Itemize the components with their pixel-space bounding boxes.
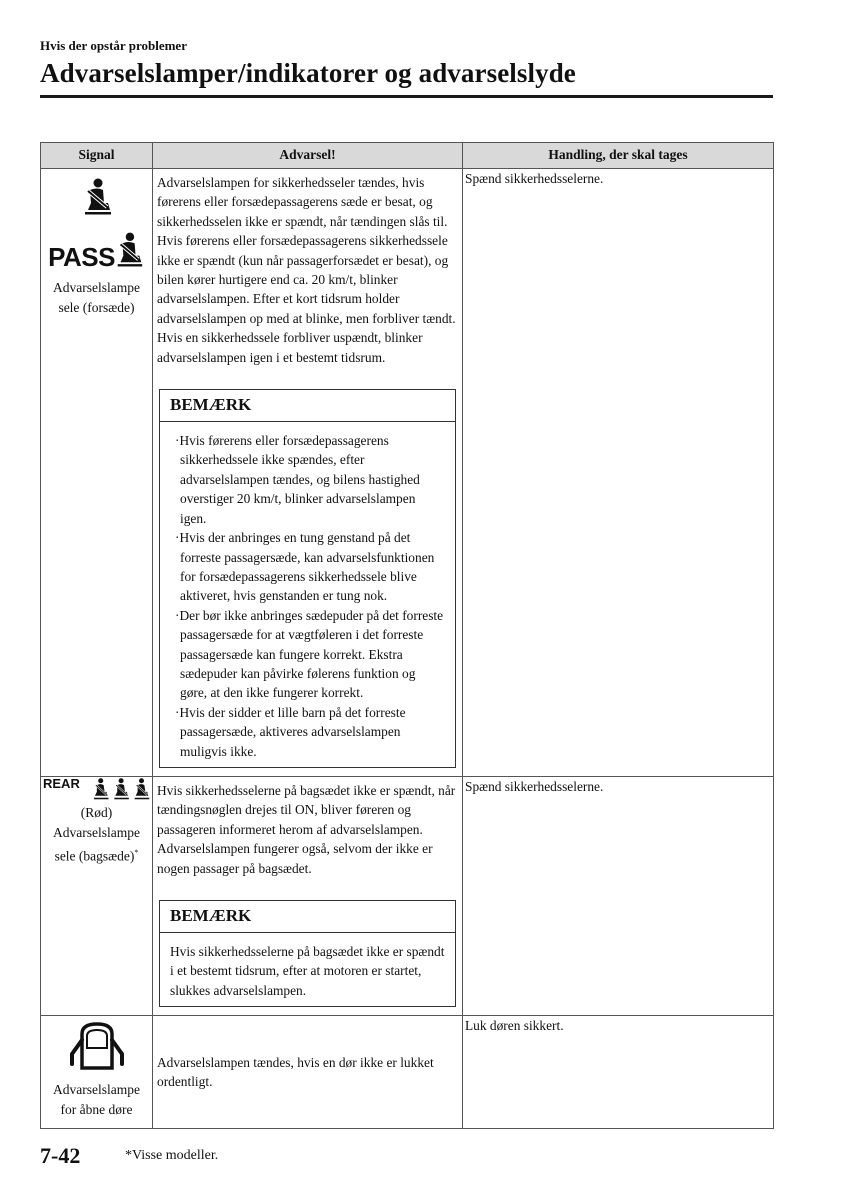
note-item: ·Hvis førerens eller forsædepassagerens sikkerhedssele ikke spændes, efter advarselslampen tændes, og bilens hastighed overstiger 20 km/t, blinker advarselslampen igen. [175, 433, 420, 526]
table-row [41, 1016, 774, 1129]
note-body: Hvis sikkerhedsselerne på bagsædet ikke er spændt i et bestemt tidsrum, efter at motoren er startet, slukkes advarselslampen. [170, 944, 445, 998]
column-header-action: Handling, der skal tages [463, 143, 774, 169]
signal-color: (Rød) [80, 804, 113, 820]
note-box [159, 900, 456, 1007]
footnote: *Visse modeller. [125, 1148, 219, 1163]
warning-cell [153, 776, 463, 1015]
rear-icon-text: REAR [43, 775, 80, 791]
pass-seatbelt-icon [113, 230, 145, 270]
warning-text: Advarselslampen tændes, hvis en dør ikke er lukket ordentligt. [157, 1054, 434, 1090]
signal-label: Advarselslampe sele (bagsæde)* [53, 824, 140, 864]
warning-text: Advarselslampen for sikkerhedsseler tændes, hvis førerens eller forsædepassagerens sæde er besat, og sikkerhedsselen ikke er spændt, når tændingen slås til. Hvis førerens eller forsædepassagerens sikkerhedssele ikke er spændt (kun når passagerforsædet er besat), og bilen kører hurtigere end ca. 20 km/t, blinker advarselslampen. Efter et kort tidsrum holder advarselslampen op med at blinke, men forbliver tændt. Hvis en sikkerhedssele forbliver uspændt, blinker advarselslampen igen i et bestemt tidsrum. [157, 175, 456, 365]
action-text: Luk døren sikkert. [465, 1018, 564, 1034]
action-cell [463, 776, 774, 1015]
column-header-warning: Advarsel! [153, 143, 463, 169]
table-header-row [41, 143, 774, 169]
action-text: Spænd sikkerhedsselerne. [465, 778, 604, 794]
table-row [41, 776, 774, 1015]
action-cell [463, 1016, 774, 1129]
footnote-mark: * [134, 847, 139, 857]
note-title: BEMÆRK [160, 390, 455, 422]
warning-lamp-table [40, 142, 774, 1129]
note-title: BEMÆRK [160, 901, 455, 933]
note-item: ·Hvis der sidder et lille barn på det forreste passagersæde, aktiveres advarselslampen muligvis ikke. [175, 704, 406, 759]
action-text: Spænd sikkerhedsselerne. [465, 171, 604, 186]
signal-label: Advarselslampe for åbne døre [53, 1081, 140, 1117]
signal-cell [41, 1016, 153, 1129]
page-title: Advarselslamper/indikatorer og advarselslyde [40, 58, 576, 88]
warning-cell [153, 1016, 463, 1129]
page-number: 7-42 [40, 1143, 81, 1168]
warning-cell [153, 169, 463, 777]
note-item: ·Hvis der anbringes en tung genstand på det forreste passagersæde, kan advarselsfunktionen for forsædepassagerens sikkerhedssele blive aktiveret, hvis genstanden er tung nok. [175, 530, 435, 604]
signal-label: Advarselslampe sele (forsæde) [53, 280, 140, 316]
action-cell [463, 169, 774, 777]
section-label: Hvis der opstår problemer [40, 38, 187, 53]
table-row [41, 169, 774, 777]
seatbelt-icon [80, 177, 114, 217]
signal-cell [41, 776, 153, 1015]
column-header-signal: Signal [41, 143, 153, 169]
open-door-icon [66, 1020, 128, 1074]
rear-seatbelt-icon [92, 777, 152, 801]
note-item: ·Der bør ikke anbringes sædepuder på det forreste passagersæde for at vægtføleren i det forreste passagersæde kan fungere korrekt. Ekstra sædepuder kan påvirke følerens funktion og gøre, at den ikke fungerer korrekt. [175, 607, 444, 701]
note-box [159, 389, 456, 768]
pass-icon-text: PASS [48, 242, 115, 273]
signal-cell [41, 169, 153, 777]
warning-text: Hvis sikkerhedsselerne på bagsædet ikke er spændt, når tændingsnøglen drejes til ON, bliver føreren og passageren informeret herom af advarselslampen. Advarselslampen fungerer også, selvom der ikke er nogen passager på bagsædet. [157, 782, 456, 876]
title-rule [40, 95, 773, 98]
note-body [160, 422, 455, 767]
